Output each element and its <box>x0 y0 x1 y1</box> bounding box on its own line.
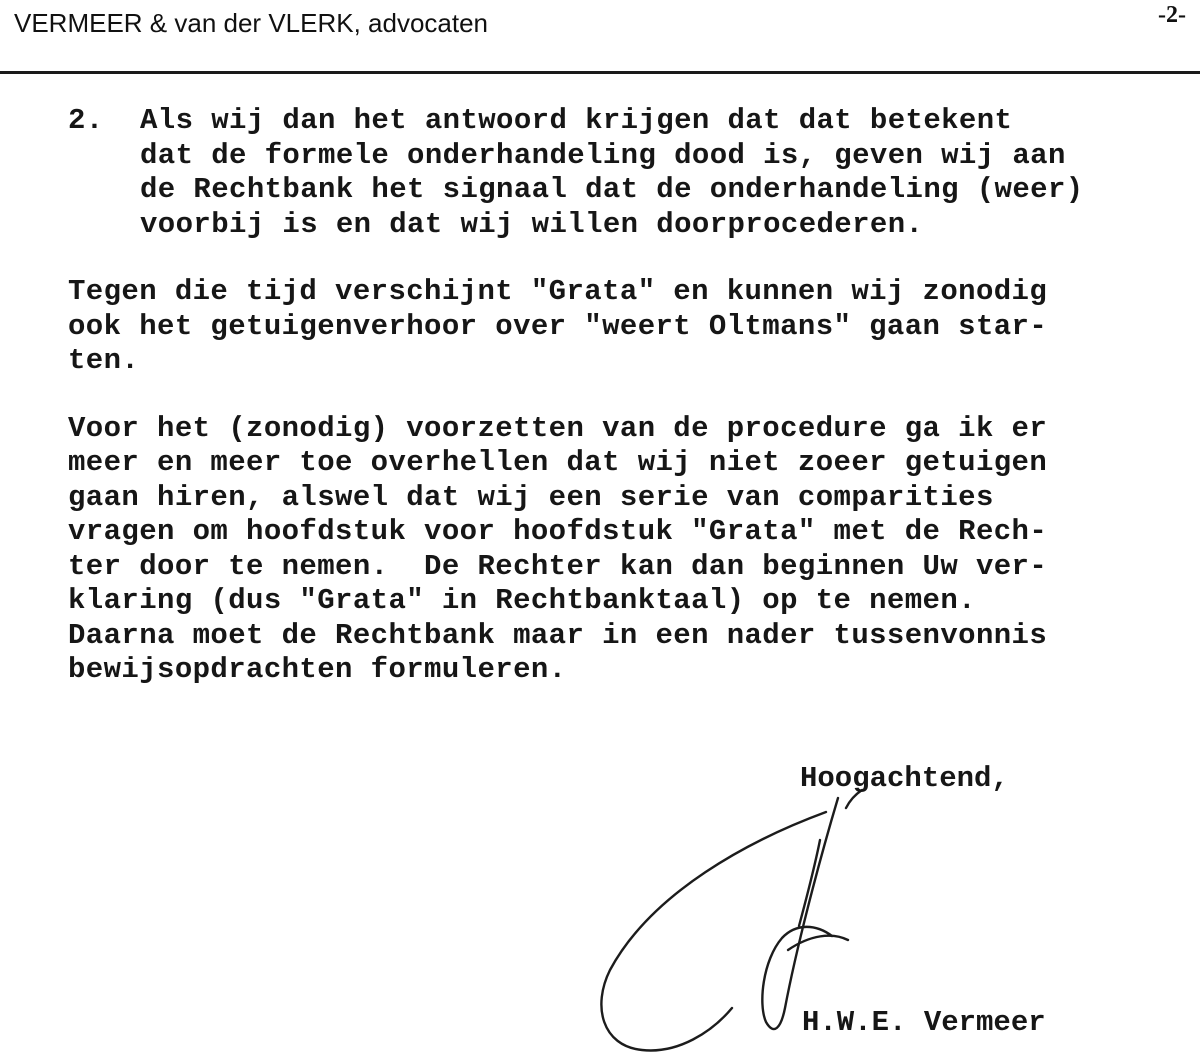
page-number: -2- <box>1158 2 1186 28</box>
text-line: gaan hiren, alswel dat wij een serie van comparities <box>68 480 994 514</box>
text-line: de Rechtbank het signaal dat de onderhandeling (weer) <box>140 173 1084 206</box>
text-line: ter door te nemen. De Rechter kan dan beginnen Uw ver- <box>68 549 1048 583</box>
text-line: ook het getuigenverhoor over "weert Oltmans" gaan star- <box>68 309 1048 343</box>
letter-body <box>68 104 1178 721</box>
paragraph-grata <box>68 275 1178 379</box>
text-line: Tegen die tijd verschijnt "Grata" en kunnen wij zonodig <box>68 275 1048 308</box>
text-line: klaring (dus "Grata" in Rechtbanktaal) op te nemen. <box>68 584 976 617</box>
paragraph-procedure <box>68 412 1178 688</box>
item-number: 2. <box>68 104 104 137</box>
firm-name: VERMEER & van der VLERK, advocaten <box>14 8 489 38</box>
text-line: Voor het (zonodig) voorzetten van de procedure ga ik er <box>68 411 1048 445</box>
text-line: voorbij is en dat wij willen doorprocederen. <box>140 207 924 241</box>
text-line: ten. <box>68 344 140 377</box>
signer-name: H.W.E. Vermeer <box>802 1006 1046 1039</box>
text-line: Als wij dan het antwoord krijgen dat dat betekent <box>140 104 1013 137</box>
text-line: meer en meer toe overhellen dat wij niet zoeer getuigen <box>68 446 1048 479</box>
text-line: bewijsopdrachten formuleren. <box>68 653 567 686</box>
letterhead <box>0 0 1200 74</box>
text-line: Daarna moet de Rechtbank maar in een nader tussenvonnis <box>68 618 1048 652</box>
numbered-item <box>68 104 1178 242</box>
text-line: dat de formele onderhandeling dood is, geven wij aan <box>140 138 1066 172</box>
item-text <box>140 104 1178 242</box>
closing-salutation: Hoogachtend, <box>800 762 1009 795</box>
text-line: vragen om hoofdstuk voor hoofdstuk "Grata" met de Rech- <box>68 515 1048 548</box>
